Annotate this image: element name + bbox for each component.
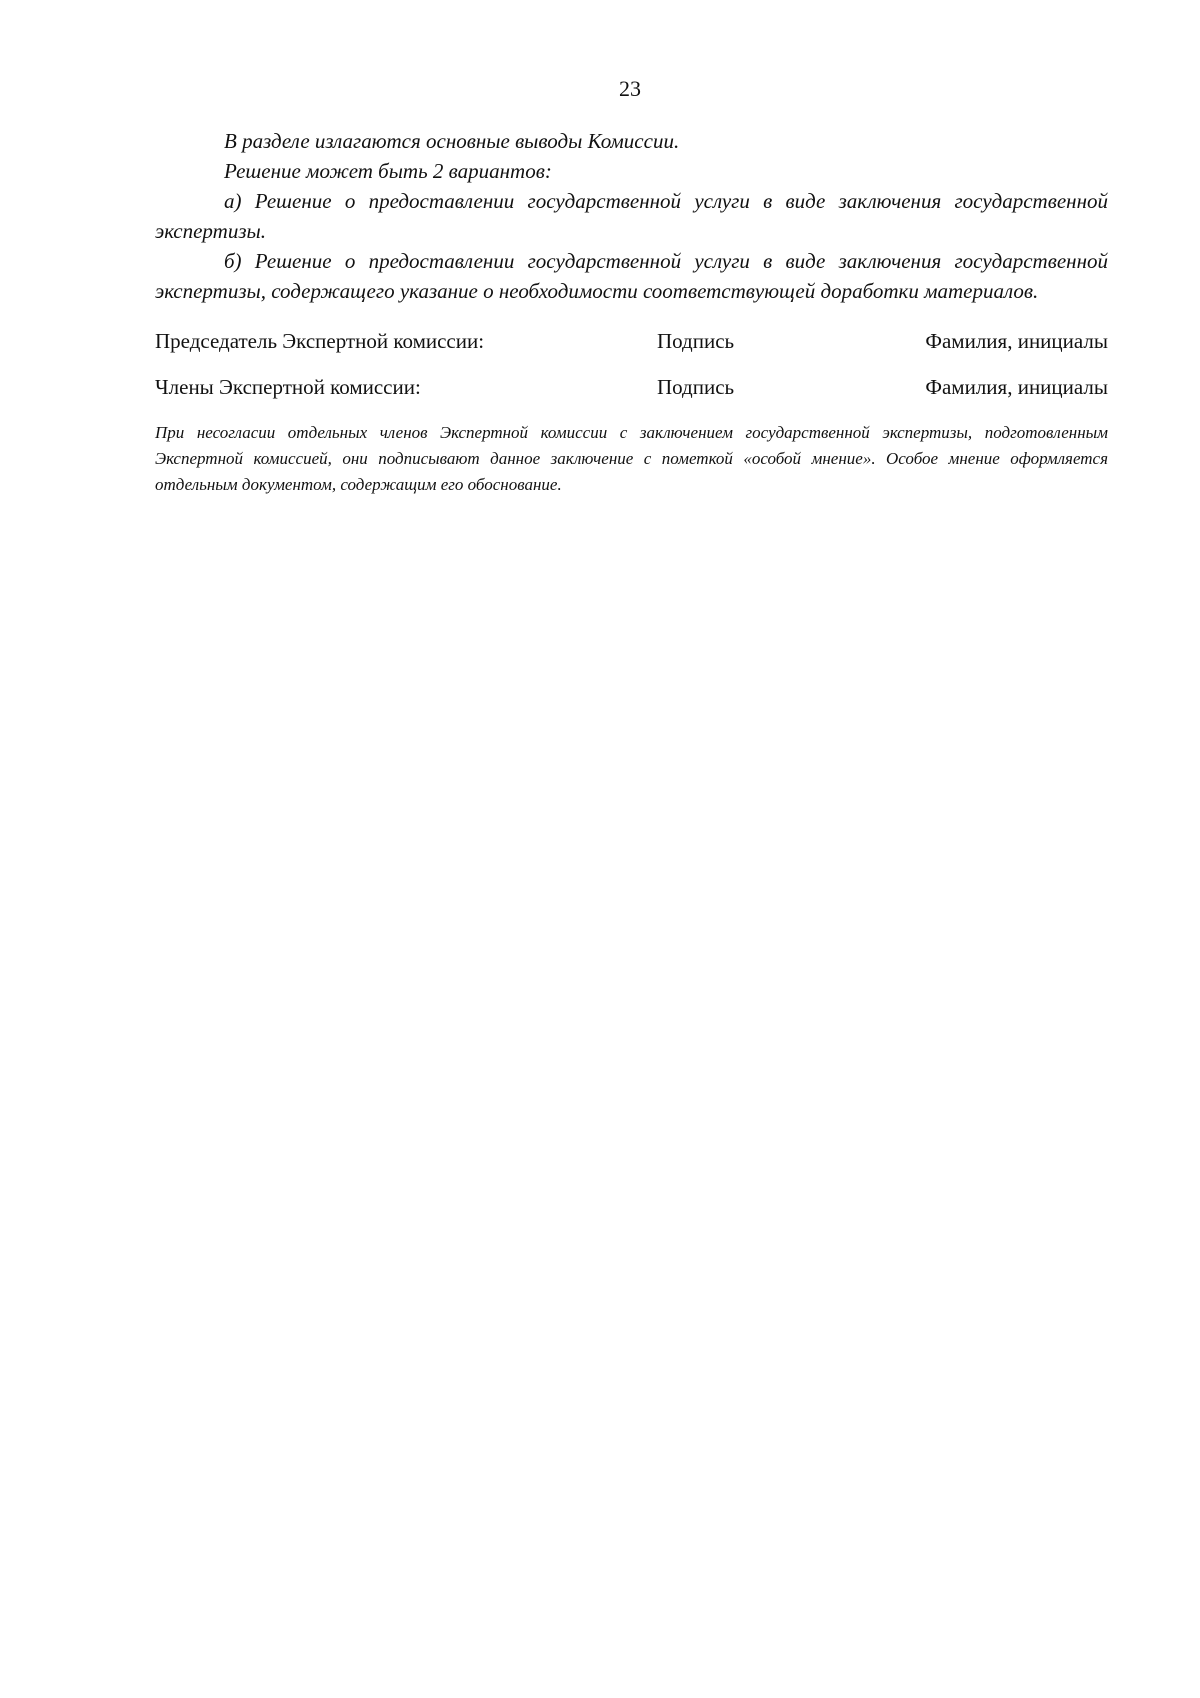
document-body bbox=[155, 126, 1108, 498]
signature-row-members bbox=[155, 372, 1108, 402]
signature-placeholder: Подпись bbox=[657, 329, 735, 353]
paragraph-variant-a: а) Решение о предоставлении государственной услуги в виде заключения государственной экспертизы. bbox=[155, 189, 1108, 243]
signature-placeholder: Подпись bbox=[657, 375, 735, 399]
paragraph-conclusions: В разделе излагаются основные выводы Комиссии. bbox=[224, 129, 680, 153]
signature-role: Члены Экспертной комиссии: bbox=[155, 375, 421, 399]
signature-row-chairman bbox=[155, 326, 1108, 356]
signature-name: Фамилия, инициалы bbox=[925, 329, 1108, 353]
paragraph-decision-variants: Решение может быть 2 вариантов: bbox=[224, 159, 552, 183]
signature-role: Председатель Экспертной комиссии: bbox=[155, 329, 485, 353]
signature-name: Фамилия, инициалы bbox=[925, 375, 1108, 399]
paragraph-variant-b: б) Решение о предоставлении государственной услуги в виде заключения государственной экспертизы, содержащего указание о необходимости соответствующей доработки материалов. bbox=[155, 249, 1108, 303]
footnote-dissenting-opinion: При несогласии отдельных членов Экспертной комиссии с заключением государственной экспертизы, подготовленным Экспертной комиссией, они подписывают данное заключение с пометкой «особой мнение». Особое мнение оформляется отдельным документом, содержащим его обоснование. bbox=[155, 423, 1108, 494]
page-number: 23 bbox=[619, 76, 641, 101]
